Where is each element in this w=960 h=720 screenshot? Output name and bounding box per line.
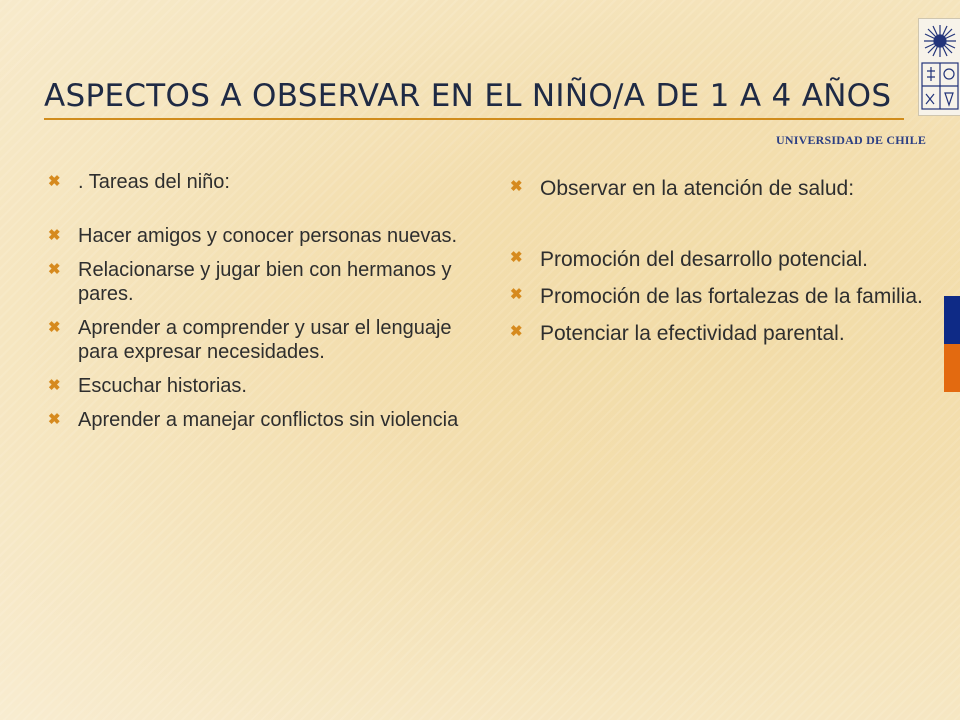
- list-item: [48, 408, 468, 432]
- list-item: [510, 280, 930, 313]
- list-item-text: . Tareas del niño:: [78, 171, 230, 193]
- list-item-text: Potenciar la efectividad parental.: [540, 322, 845, 345]
- right-bullet-list: [510, 172, 930, 350]
- x-bullet-icon: ✖: [48, 411, 61, 428]
- x-bullet-icon: ✖: [510, 286, 523, 303]
- list-item-text: Aprender a manejar conflictos sin violencia: [78, 409, 459, 431]
- list-item: [510, 317, 930, 350]
- university-name: UNIVERSIDAD DE CHILE: [776, 133, 927, 147]
- x-bullet-icon: ✖: [48, 377, 61, 394]
- list-item-text: Hacer amigos y conocer personas nuevas.: [78, 225, 458, 247]
- list-item: [510, 172, 930, 205]
- slide-title: ASPECTOS A OBSERVAR EN EL NIÑO/A DE 1 A 4 AÑOS: [44, 78, 892, 114]
- x-bullet-icon: ✖: [48, 227, 61, 244]
- list-item-text: Promoción de las fortalezas de la familia.: [540, 285, 923, 308]
- list-item-text: Relacionarse y jugar bien con hermanos y pares.: [78, 259, 452, 305]
- title-underline: [44, 118, 904, 120]
- list-item: [48, 170, 468, 194]
- left-bullet-list: [48, 170, 468, 432]
- list-item: [48, 316, 468, 364]
- list-item-text: Promoción del desarrollo potencial.: [540, 248, 869, 271]
- x-bullet-icon: ✖: [48, 173, 61, 190]
- side-accent-blue: [944, 296, 960, 344]
- list-item: [510, 243, 930, 276]
- university-logo: [918, 18, 960, 116]
- x-bullet-icon: ✖: [510, 178, 523, 195]
- x-bullet-icon: ✖: [510, 323, 523, 340]
- x-bullet-icon: ✖: [48, 261, 61, 278]
- list-item: [48, 374, 468, 398]
- logo-emblem-icon: [919, 19, 960, 115]
- list-item-text: Aprender a comprender y usar el lenguaje para expresar necesidades.: [78, 317, 452, 363]
- list-item-text: Observar en la atención de salud:: [540, 177, 855, 200]
- list-item-text: Escuchar historias.: [78, 375, 247, 397]
- x-bullet-icon: ✖: [48, 319, 61, 336]
- list-item: [48, 224, 468, 248]
- x-bullet-icon: ✖: [510, 249, 523, 266]
- side-accent-orange: [944, 344, 960, 392]
- list-item: [48, 258, 468, 306]
